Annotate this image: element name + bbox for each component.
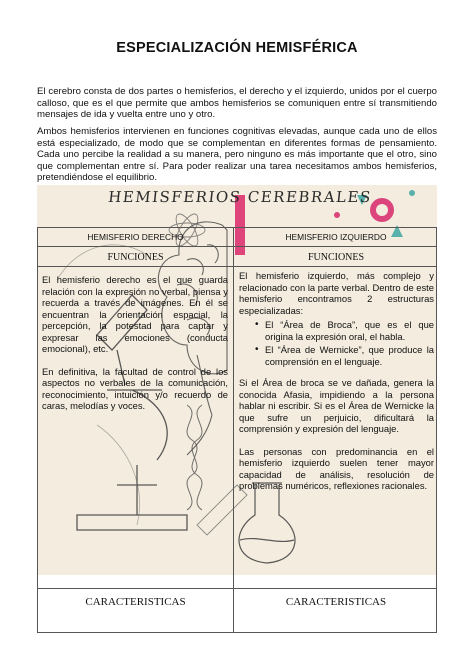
functions-divider [38,266,436,267]
left-paragraph: En definitiva, la facultad de control de los aspectos no verbales de la comunicación, reconocimiento, intuición y/o recuerdo de caras, melodías y voces. [42,365,228,411]
header-divider [38,246,436,247]
right-characteristics-label: CARACTERISTICAS [285,596,387,608]
structures-list [255,319,434,367]
right-column-header: HEMISFERIO IZQUIERDO [285,232,387,242]
characteristics-divider [38,588,436,589]
hemispheres-table [37,227,437,633]
left-functions-label: FUNCIONES [107,252,164,263]
left-characteristics-label: CARACTERISTICAS [85,596,186,608]
right-intro: El hemisferio izquierdo, más complejo y relacionado con la parte verbal. Dentro de este hemisferio encontramos 2 estructuras especializadas: [239,270,434,316]
left-column-header: HEMISFERIO DERECHO [87,232,184,242]
page-title: ESPECIALIZACIÓN HEMISFÉRICA [116,40,358,56]
right-paragraph: Si el Área de broca se ve dañada, genera la conocida Afasia, impidiendo a la persona hablar ni escribir. Si es el Área de Wernicke la que sufre un perjuicio, dificultará la comprensión y expresión del lenguaje. [239,377,434,434]
list-item: • El “Área de Wernicke”, que produce la comprensión en el lenguaje. [255,344,434,367]
right-paragraph: Las personas con predominancia en el hemisferio izquierdo suelen tener mayor capacidad de análisis, resolución de problemas numéricos, reflexiones racionales. [239,445,434,491]
list-item: • El “Área de Broca”, que es el que origina la expresión oral, el habla. [255,319,434,342]
left-functions-cell [42,274,228,423]
intro-paragraph: El cerebro consta de dos partes o hemisferios, el derecho y el izquierdo, unidos por el cuerpo calloso, que es el que permite que ambos hemisferios se comuniquen entre sí transmitiendo mensajes de ida y vuelta entre uno y otro. [37,86,437,121]
left-paragraph: El hemisferio derecho es el que guarda relación con la expresión no verbal, piensa y recuerda a través de imágenes. En él se encuentran la orientación espacial, la percepción, la potestad para captar y expresar las emociones (conducta emocional), etc. [42,274,228,354]
right-functions-label: FUNCIONES [307,252,365,263]
column-divider [233,228,234,632]
right-functions-cell [239,270,434,503]
illustration-title: HEMISFERIOS CEREBRALES [107,188,373,206]
functions-paragraph: Ambos hemisferios intervienen en funciones cognitivas elevadas, aunque cada uno de ellos está especializado, de modo que se complementan en diferentes formas de pensamiento. Cada uno percibe la realidad a su manera, pero ninguno es más importante que el otro, sino que complementan entre sí. Para poder realizar una tarea necesitamos ambos hemisferios, pretendiéndose el equilibrio. [37,126,437,184]
